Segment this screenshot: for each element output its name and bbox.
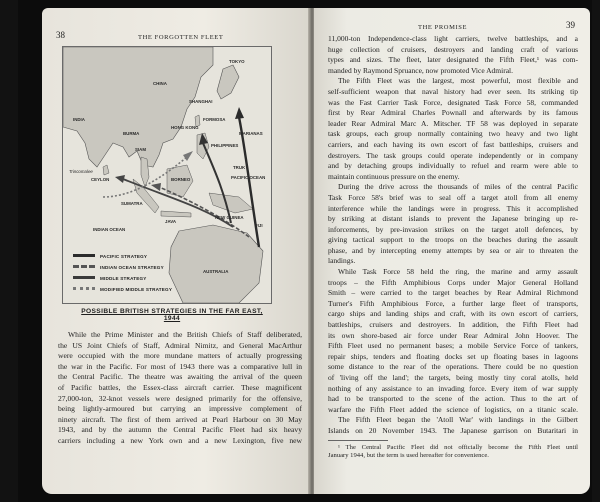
text-line: 1943, and by the autumn the Central Pacific Fleet had six heavy xyxy=(58,425,302,435)
text-line: leader Rear Admiral Marc A. Mitscher. TF 58 was deployed in separate xyxy=(328,118,578,128)
text-line: ninety aircraft. The first of them arrived at Pearl Harbour on 30 May xyxy=(58,414,302,424)
text-line: by striking at distant islands to prevent the Japanese bringing up re- xyxy=(328,214,578,224)
right-page xyxy=(314,8,590,494)
text-line: Turner's Fifth Amphibious Force, a further large fleet of transports, xyxy=(328,298,578,308)
map-label-borneo: BORNEO xyxy=(171,177,191,182)
text-line: maintain continuous pressure on the enemy. xyxy=(328,171,460,181)
text-line: nothing of any assistance to an invading force. Every item of war supply xyxy=(328,383,578,393)
text-line: huge collection of cruisers, destroyers and landing craft of various xyxy=(328,44,578,54)
text-line: self-sufficient weapon that naval history had ever seen. Its striking tip xyxy=(328,86,578,96)
text-line: carriers including a new York own and a new Lexington, five new xyxy=(58,435,302,445)
text-line: of Pacific battles, the Essex-class aircraft carrier. These magnificent xyxy=(58,382,302,392)
footnote-line: ¹ The Central Pacific Fleet did not officially become the Fifth Fleet until xyxy=(338,443,578,451)
legend-label: INDIAN OCEAN STRATEGY xyxy=(100,265,164,270)
text-line: task groups, each group normally containing two heavy and two light xyxy=(328,129,578,139)
map-label-trincomalee: Trincomalee xyxy=(69,169,93,174)
text-line: manded by Raymond Spruance, now promoted Vice Admiral. xyxy=(328,65,513,75)
text-line: phase, and by intercepting enemy attempts by sea or air to threaten the xyxy=(328,245,578,255)
footnote-rule xyxy=(328,437,388,441)
text-line: The Fifth Fleet was the largest, most powerful, most flexible and xyxy=(338,76,578,86)
open-book xyxy=(18,0,592,502)
text-line: warfare the Fifth Fleet added the science of logistics, on a titanic scale. xyxy=(328,404,578,414)
map-label-formosa: FORMOSA xyxy=(203,117,226,122)
legend-item xyxy=(73,273,172,284)
text-line: While Task Force 58 held the ring, the marine and army assault xyxy=(338,267,578,277)
text-line: During the drive across the thousands of miles of the central Pacific xyxy=(338,182,578,192)
map-label-sumatra: SUMATRA xyxy=(121,201,143,206)
text-line: was the Fast Carrier Task Force, designated Task Force 58, commanded xyxy=(328,97,578,107)
map-label-truk: TRUK xyxy=(233,165,246,170)
text-line: interference while the landings were in progress. This it accomplished xyxy=(328,203,578,213)
legend-label: MIDDLE STRATEGY xyxy=(100,276,147,281)
text-line: of 'living off the land'; the targets, being mostly tiny coral atolls, held xyxy=(328,373,578,382)
text-line: While the Prime Minister and the British Chiefs of Staff deliberated, xyxy=(68,330,302,339)
legend-arrow-icon xyxy=(73,276,95,285)
running-head-right: THE PROMISE xyxy=(418,24,468,31)
map-label-china: CHINA xyxy=(153,81,167,86)
text-line: troops – the Fifth Amphibious Corps under Major General Holland xyxy=(328,277,578,287)
running-head-left: THE FORGOTTEN FLEET xyxy=(138,34,224,41)
text-line: cargo ships and landing ships and craft, with its own escort of carriers, xyxy=(328,309,578,319)
legend-arrow-icon xyxy=(73,265,95,274)
text-line: and by detaching groups individually to refuel and rearm were able to xyxy=(328,161,578,171)
page-number-left: 38 xyxy=(56,30,65,40)
map-label-java: JAVA xyxy=(165,219,177,224)
text-line: the Central Pacific. The theatre was awaiting the arrival of the queen xyxy=(58,372,302,382)
map-caption: POSSIBLE BRITISH STRATEGIES IN THE FAR EAST, 1944 xyxy=(81,308,263,322)
map-label-burma: BURMA xyxy=(123,131,140,136)
text-line: Task Force 58's brief was to seal off a target atoll from all enemy xyxy=(328,192,578,202)
text-line: Smith – were carried to the target beaches by Rear Admiral Richmond xyxy=(328,288,578,298)
legend-label: PACIFIC STRATEGY xyxy=(100,254,148,259)
map-label-new-guinea: NEW GUINEA xyxy=(215,215,244,220)
text-line: were occupied with the more mundane matters of actually progressing xyxy=(58,351,302,361)
text-line: 27,000-ton, 32-knot vessels were designed primarily for the offensive, xyxy=(58,393,302,403)
map-label-hong-kong: HONG KONG xyxy=(171,125,199,130)
text-line: destroyers. The task groups could operate independently or in company xyxy=(328,150,578,160)
map-legend xyxy=(73,251,172,295)
legend-item xyxy=(73,251,172,262)
text-line: its own shore-based air force under Rear Admiral John Hoover. The xyxy=(328,330,578,340)
text-line: the US Joint Chiefs of Staff, Admiral Nimitz, and General MacArthur xyxy=(58,340,302,350)
text-line: landings. xyxy=(328,256,356,266)
map-label-fiji: FIJI xyxy=(255,223,263,228)
left-page xyxy=(42,8,312,494)
right-body-text xyxy=(328,34,578,461)
text-line: the war in the Pacific. For most of 1943 there was a comparative lull in xyxy=(58,361,302,371)
map-label-ceylon: CEYLON xyxy=(91,177,110,182)
text-line: 11,000-ton Independence-class light carriers, twelve battleships, and a xyxy=(328,34,578,43)
map-label-pacific-ocean: PACIFIC OCEAN xyxy=(231,175,266,180)
map-label-australia: AUSTRALIA xyxy=(203,269,229,274)
text-line: some distance to the rear of the operations. There could be no question xyxy=(328,362,578,372)
map-label-philippines: PHILIPPINES xyxy=(211,143,239,148)
text-line: The Fifth Fleet began the 'Atoll War' with landings in the Gilbert xyxy=(338,415,578,425)
legend-label: MODIFIED MIDDLE STRATEGY xyxy=(100,287,173,292)
map-label-marianas: MARIANAS xyxy=(239,131,263,136)
text-line: Islands on 20 November 1943. The Japanese garrison on Butaritari in xyxy=(328,425,578,435)
footnote-line: January 1944, but the term is used hereafter for convenience. xyxy=(328,452,489,460)
map-label-tokyo: TOKYO xyxy=(229,59,245,64)
strategy-map xyxy=(62,46,272,304)
text-line: carriers, and each having its own escort of fast battleships, cruisers and xyxy=(328,139,578,149)
map-label-shanghai: SHANGHAI xyxy=(189,99,213,104)
text-line: repair ships, tenders and floating docks set up floating bases in lagoons xyxy=(328,351,578,361)
text-line: inforcements, by pre-invasion strikes on the target atoll defences, by xyxy=(328,224,578,234)
map-label-indian-ocean: INDIAN OCEAN xyxy=(93,227,126,232)
map-label-siam: SIAM xyxy=(135,147,146,152)
page-number-right: 39 xyxy=(566,20,575,30)
legend-item xyxy=(73,284,172,295)
text-line: first by Rear Admiral Charles Pownall and afterwards by its famous xyxy=(328,108,578,118)
legend-arrow-icon xyxy=(73,254,95,263)
text-line: types and sizes. The fleet, later designated the Fifth Fleet,¹ was com- xyxy=(328,55,578,65)
text-line: had to be transported to the scene of the action. Thus to the art of xyxy=(328,394,578,404)
legend-arrow-icon xyxy=(73,287,95,296)
text-line: Fifth Fleet used no permanent bases; a mobile Service Force of tankers, xyxy=(328,341,578,351)
text-line: giving tactical support to the troops on the beaches during the assault xyxy=(328,235,578,245)
text-line: being lightly-armoured but carrying an impressive complement of xyxy=(58,404,302,414)
left-body-text xyxy=(58,330,302,447)
legend-item xyxy=(73,262,172,273)
map-label-india: INDIA xyxy=(73,117,85,122)
text-line: battleships, cruisers and destroyers. In addition, the Fifth Fleet had xyxy=(328,320,578,330)
